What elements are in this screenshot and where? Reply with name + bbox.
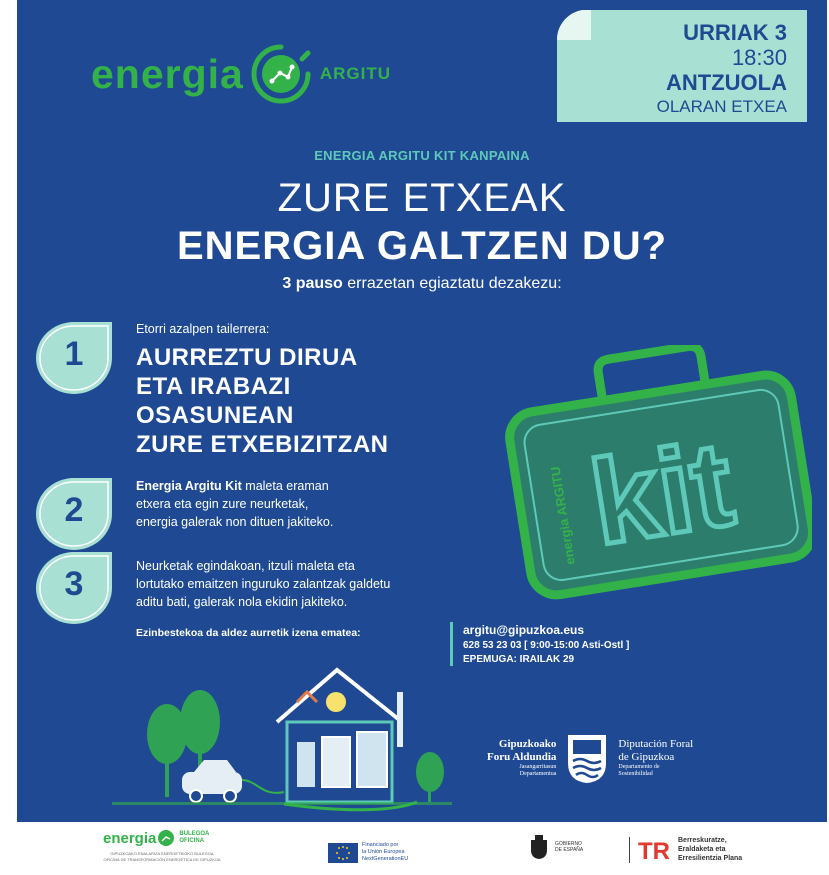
- step-2-text: [136, 477, 333, 531]
- event-venue: OLARAN ETXEA: [656, 97, 787, 116]
- energy-circuit-icon: [156, 828, 176, 848]
- campaign-title: ENERGIA ARGITU KIT KANPAINA: [314, 148, 530, 163]
- gov-right-name-2: de Gipuzkoa: [618, 751, 675, 763]
- eu-flag-icon: [328, 843, 358, 863]
- kit-word: kit: [582, 416, 742, 571]
- tr-line-1: Berreskuratze,: [678, 837, 727, 844]
- event-date-card: [557, 10, 807, 122]
- footer-office-caption: [72, 851, 252, 863]
- gov-left-name-1: Gipuzkoako: [498, 738, 557, 750]
- step-2-line: energia galerak non dituen jakiteko.: [136, 515, 334, 529]
- gov-left-dept-2: Departamentua: [519, 771, 557, 777]
- step-3-line: aditu bati, galerak nola ekidin jakiteko.: [136, 595, 348, 609]
- event-time: 18:30: [731, 45, 787, 70]
- contact-block: [463, 622, 629, 667]
- recovery-plan-logo: [629, 836, 742, 863]
- subheadline-bold: 3 pauso: [282, 275, 343, 292]
- gipuzkoa-government-logo: [487, 730, 693, 786]
- event-town: ANTZUOLA: [666, 70, 787, 95]
- coat-of-arms-icon: [564, 731, 610, 785]
- house-energy-illustration: [112, 662, 452, 812]
- registration-note: Ezinbestekoa da aldez aurretik izena ematea:: [136, 627, 361, 639]
- contact-phone: 628 53 23 03 [ 9:00-15:00 Asti-Ostl ]: [463, 640, 630, 651]
- tr-recovery-icon: [638, 837, 672, 863]
- tr-line-3: Erresilientzia Plana: [678, 855, 743, 862]
- step-1-number: 1: [64, 334, 84, 373]
- spain-line-1: GOBIERNO: [555, 841, 582, 847]
- eu-line-3: NextGenerationEU: [362, 856, 409, 862]
- step-3-text: [136, 557, 390, 611]
- footer-caption-line: GIPUZKOAKO ENALARIZA ENERGETIKOKO BULEGOA: [110, 851, 214, 856]
- footer-divider: [629, 837, 630, 863]
- gov-right-dept-2: Sostenibilidad: [618, 771, 653, 777]
- step-3-number: 3: [64, 564, 84, 603]
- spain-government-logo: [527, 834, 583, 860]
- gov-left-dept-1: Jasangarritasun: [519, 764, 557, 770]
- gov-right-dept-1: Departamento de: [618, 764, 660, 770]
- spain-crest-icon: [527, 834, 551, 860]
- gov-right-name-1: Diputación Foral: [618, 738, 694, 750]
- event-date: URRIAK 3: [683, 20, 787, 45]
- subheadline-rest: errazetan egiaztatu dezakezu:: [347, 275, 562, 292]
- logo-tag: ARGITU: [319, 64, 392, 83]
- step-2-line: etxera eta egin zure neurketak,: [136, 497, 309, 511]
- step-1-line: ZURE ETXEBIZITZAN: [136, 431, 389, 458]
- energia-argitu-logo: [91, 42, 391, 106]
- footer-caption-line: OFICINA DE TRANSFORMACIÓN ENERGÉTICA DE GIPUZKOA: [103, 857, 221, 862]
- logo-word: energia: [91, 50, 244, 97]
- step-3-line: Neurketak egindakoan, itzuli maleta eta: [136, 559, 355, 573]
- step-2-line: maleta eraman: [245, 479, 329, 493]
- contact-email[interactable]: argitu@gipuzkoa.eus: [463, 623, 585, 637]
- step-1-line: OSASUNEAN: [136, 402, 294, 429]
- tr-line-2: Eraldaketa eta: [678, 846, 726, 853]
- eu-line-1: Financiado por: [362, 842, 399, 848]
- step-1-badge: [34, 318, 122, 406]
- step-1-line: AURREZTU DIRUA: [136, 344, 358, 371]
- eu-line-2: la Unión Europea: [362, 849, 405, 855]
- energy-circuit-icon: [250, 43, 312, 105]
- footer-energia-word: energia: [103, 829, 157, 847]
- step-1-line: ETA IRABAZI: [136, 373, 291, 400]
- step-1-intro: Etorri azalpen tailerrera:: [136, 322, 270, 336]
- energia-bulegoa-logo: [103, 828, 209, 848]
- eu-funding-logo: [328, 842, 408, 863]
- poster: [17, 0, 827, 822]
- step-1-headline: [136, 343, 389, 459]
- subheadline: [17, 275, 827, 293]
- footer-oficina: OFICINA: [179, 838, 205, 844]
- step-2-number: 2: [64, 490, 84, 529]
- step-2-bold: Energia Argitu Kit: [136, 479, 242, 493]
- headline-line-1: ZURE ETXEAK: [277, 176, 567, 220]
- step-3-line: lortutako emaitzen inguruko zalantzak galdetu: [136, 577, 391, 591]
- footer-bulegoa: BULEGOA: [179, 831, 210, 837]
- tr-logo-text: TR: [638, 837, 670, 863]
- headline-line-2: ENERGIA GALTZEN DU?: [176, 224, 668, 268]
- contact-divider: [450, 622, 453, 666]
- spain-line-2: DE ESPAÑA: [555, 847, 584, 853]
- gov-left-name-2: Foru Aldundia: [487, 751, 557, 763]
- sponsor-footer: [17, 822, 827, 875]
- kit-suitcase-illustration: [497, 345, 812, 600]
- kit-small-label: energia ARGITU: [547, 465, 578, 566]
- registration-deadline: EPEMUGA: IRAILAK 29: [463, 654, 575, 665]
- step-3-badge: [34, 548, 122, 636]
